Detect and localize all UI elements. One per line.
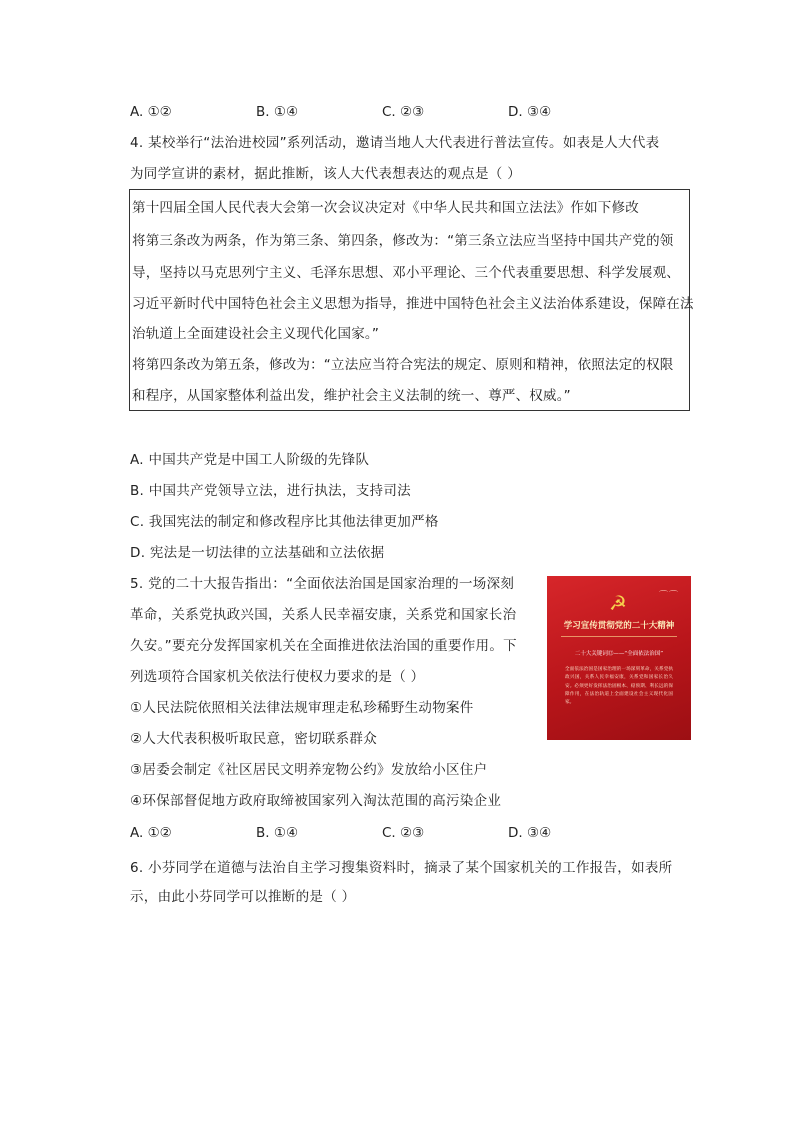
q4-box-line: 第十四届全国人民代表大会第一次会议决定对《中华人民共和国立法法》作如下修改 xyxy=(132,200,639,216)
q5-statement-4: ④环保部督促地方政府取缔被国家列入淘汰范围的高污染企业 xyxy=(130,793,502,809)
q5-option-b: B. ①④ xyxy=(256,825,299,841)
q5-statement-2: ②人大代表积极听取民意，密切联系群众 xyxy=(130,731,378,747)
q4-option-b: B. 中国共产党领导立法，进行执法，支持司法 xyxy=(130,483,411,499)
q6-line: 示，由此小芬同学可以推断的是（ ） xyxy=(130,889,356,905)
q4-option-d: D. 宪法是一切法律的立法基础和立法依据 xyxy=(130,545,385,561)
q5-option-c: C. ②③ xyxy=(382,825,425,841)
q6-line: 6. 小芬同学在道德与法治自主学习搜集资料时，摘录了某个国家机关的工作报告，如表所 xyxy=(130,860,673,876)
q5-line: 久安。”要充分发挥国家机关在全面推进依法治国的重要作用。下 xyxy=(130,638,517,654)
poster-divider xyxy=(561,636,677,637)
q4-stem-line: 4. 某校举行“法治进校园”系列活动，邀请当地人大代表进行普法宣传。如表是人大代表 xyxy=(130,135,660,151)
q5-poster-image xyxy=(547,576,691,740)
q4-box-line: 和程序，从国家整体利益出发，维护社会主义法制的统一、尊严、权威。” xyxy=(132,388,571,404)
q4-box-line: 将第四条改为第五条，修改为：“立法应当符合宪法的规定、原则和精神，依照法定的权限 xyxy=(132,357,674,373)
q4-option-a: A. 中国共产党是中国工人阶级的先锋队 xyxy=(130,452,370,468)
q4-material-box xyxy=(129,189,694,411)
q3-option-a: A. ①② xyxy=(130,104,172,120)
q4-box-line: 导，坚持以马克思列宁主义、毛泽东思想、邓小平理论、三个代表重要思想、科学发展观、 xyxy=(132,265,680,281)
q5-statement-1: ①人民法院依照相关法律法规审理走私珍稀野生动物案件 xyxy=(130,700,474,716)
poster-body: 全面依法治国是国家治理的一场深刻革命，关系党执政兴国，关系人民幸福安康，关系党和国家长治久安。必须更好发挥法治固根本、稳预期、利长远的保障作用，在法治轨道上全面建设社会主义现代化国家。 xyxy=(565,667,673,706)
q4-box-line: 治轨道上全面建设社会主义现代化国家。” xyxy=(132,326,380,342)
q5-line: 列选项符合国家机关依法行使权力要求的是（ ） xyxy=(130,669,425,685)
q5-option-d: D. ③④ xyxy=(508,825,552,841)
q5-statement-3: ③居委会制定《社区居民文明养宠物公约》发放给小区住户 xyxy=(130,762,488,778)
poster-title: 学习宣传贯彻党的二十大精神 xyxy=(563,621,675,631)
q4-box-line: 习近平新时代中国特色社会主义思想为指导，推进中国特色社会主义法治体系建设，保障在法 xyxy=(132,296,694,312)
q4-box-line: 将第三条改为两条，作为第三条、第四条，修改为：“第三条立法应当坚持中国共产党的领 xyxy=(132,233,674,249)
poster-subtitle: 二十大关键词⑫——“全面依法治国” xyxy=(574,651,664,657)
q4-stem-line: 为同学宣讲的素材，据此推断，该人大代表想表达的观点是（ ） xyxy=(130,166,521,182)
q3-option-b: B. ①④ xyxy=(256,104,299,120)
q3-option-c: C. ②③ xyxy=(382,104,425,120)
q3-option-d: D. ③④ xyxy=(508,104,552,120)
q5-option-a: A. ①② xyxy=(130,825,172,841)
q5-line: 革命，关系党执政兴国，关系人民幸福安康，关系党和国家长治 xyxy=(130,607,517,623)
q5-line: 5. 党的二十大报告指出：“全面依法治国是国家治理的一场深刻 xyxy=(130,576,515,592)
hammer-sickle-icon: ☭ xyxy=(609,591,627,615)
q4-option-c: C. 我国宪法的制定和修改程序比其他法律更加严格 xyxy=(130,514,439,530)
birds-decoration-icon: ⌒⌒ xyxy=(659,591,680,601)
